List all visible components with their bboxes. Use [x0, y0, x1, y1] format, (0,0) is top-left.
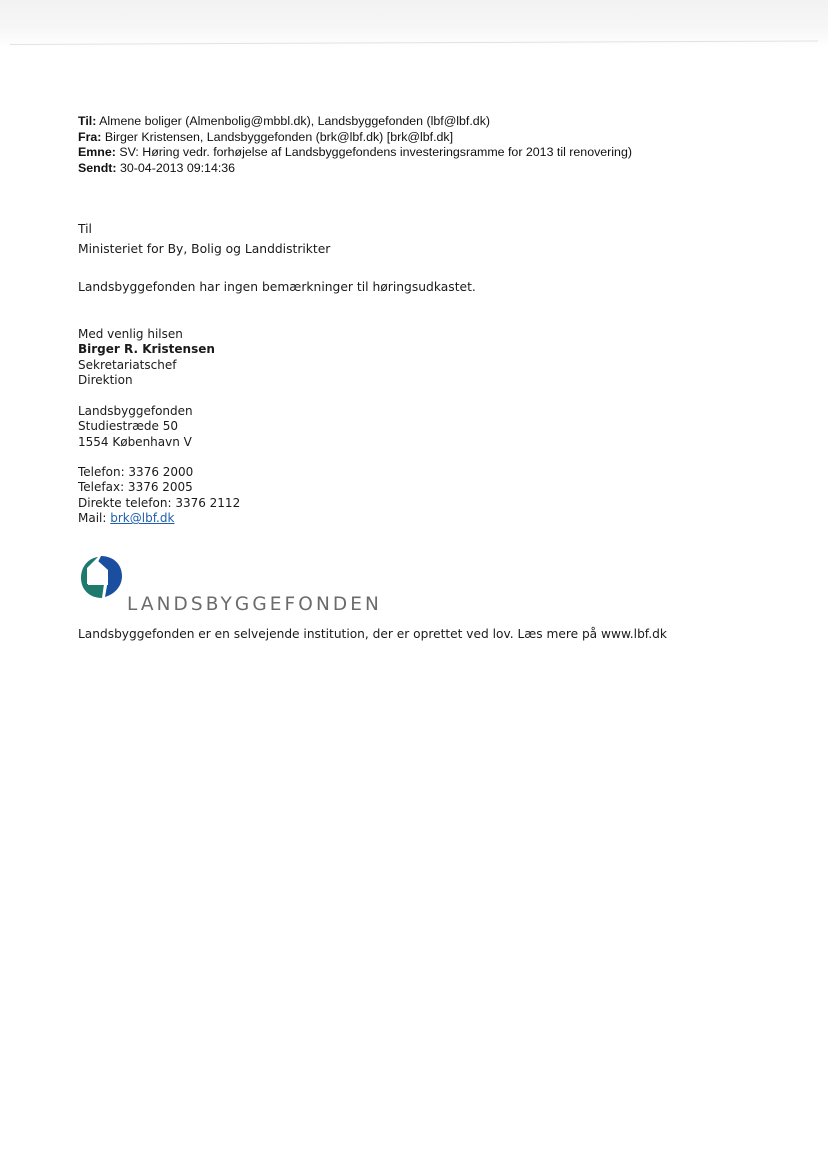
sent-row: [78, 161, 632, 177]
subject-row: [78, 145, 632, 161]
salutation: Til: [78, 222, 92, 236]
contact-block: [78, 465, 240, 527]
signer-department: Direktion: [78, 373, 133, 388]
fax: Telefax: 3376 2005: [78, 480, 193, 495]
to-value: Almene boliger (Almenbolig@mbbl.dk), Landsbyggefonden (lbf@lbf.dk): [99, 114, 491, 128]
to-label: Til:: [78, 114, 97, 128]
to-row: [78, 114, 632, 130]
address-block: [78, 404, 193, 450]
mail-link[interactable]: brk@lbf.dk: [110, 511, 175, 526]
mail-label: Mail:: [78, 511, 107, 526]
closing: Med venlig hilsen: [78, 327, 183, 341]
subject-value: SV: Høring vedr. forhøjelse af Landsbyggefondens investeringsramme for 2013 til renovering): [119, 145, 632, 159]
mail-row: [78, 511, 240, 526]
from-row: [78, 130, 632, 146]
from-value: Birger Kristensen, Landsbyggefonden (brk@lbf.dk) [brk@lbf.dk]: [104, 129, 454, 144]
footer-text: Landsbyggefonden er en selvejende institution, der er oprettet ved lov. Læs mere på www.lbf.dk: [78, 627, 667, 641]
signature-block: [78, 327, 215, 389]
sent-value: 30-04-2013 09:14:36: [120, 160, 236, 175]
logo-wordmark: LANDSBYGGEFONDEN: [127, 594, 382, 615]
address-org: Landsbyggefonden: [78, 404, 193, 418]
sent-label: Sendt:: [78, 160, 117, 175]
recipient: Ministeriet for By, Bolig og Landdistrikter: [78, 242, 331, 256]
subject-label: Emne:: [78, 145, 116, 159]
from-label: Fra:: [78, 129, 102, 144]
phone: Telefon: 3376 2000: [78, 465, 194, 479]
signer-name: Birger R. Kristensen: [78, 342, 215, 357]
signer-title: Sekretariatschef: [78, 357, 177, 372]
address-city: 1554 København V: [78, 434, 192, 449]
email-header: [78, 114, 632, 176]
landsbyggefonden-logo-icon: [78, 554, 124, 600]
address-street: Studiestræde 50: [78, 419, 179, 434]
direct-phone: Direkte telefon: 3376 2112: [78, 495, 241, 510]
message: Landsbyggefonden har ingen bemærkninger til høringsudkastet.: [78, 280, 476, 294]
